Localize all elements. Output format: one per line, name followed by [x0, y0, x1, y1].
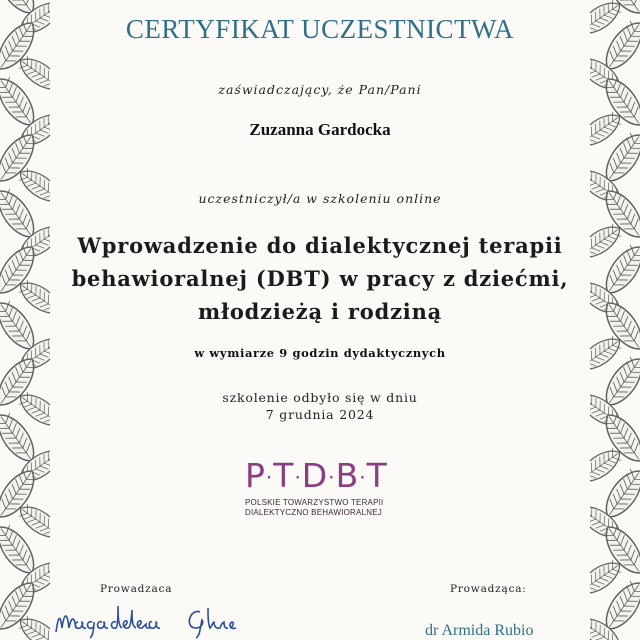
participant-name: Zuzanna Gardocka	[249, 120, 391, 139]
hours-text: w wymiarze 9 godzin dydaktycznych	[194, 346, 446, 360]
leader-right-name: dr Armida Rubio	[425, 622, 534, 639]
logo-subtitle-line: DIALEKTYCZNO BEHAWIORALNEJ	[245, 507, 382, 517]
attended-text: uczestniczył/a w szkoleniu online	[198, 191, 442, 206]
certificate-body	[50, 0, 590, 640]
decorative-leaf-border-left	[0, 0, 50, 640]
training-date: 7 grudnia 2024	[265, 407, 375, 422]
held-text: szkolenie odbyło się w dniu	[222, 390, 418, 405]
logo-subtitle-line: POLSKIE TOWARZYSTWO TERAPII	[245, 497, 384, 507]
leader-left-label: Prowadzaca	[100, 583, 173, 595]
handwritten-signature	[50, 598, 300, 640]
intro-text: zaświadczający, że Pan/Pani	[218, 82, 422, 97]
ptdbt-logo	[245, 458, 405, 518]
course-title-line: młodzieżą i rodziną	[197, 299, 443, 324]
leader-right-label: Prowadząca:	[450, 583, 527, 595]
course-title-line: Wprowadzenie do dialektycznej terapii	[77, 233, 563, 258]
course-title-line: behawioralnej (DBT) w pracy z dziećmi,	[71, 266, 569, 291]
course-title	[50, 229, 590, 328]
logo-mark: P·T·D·B·T	[245, 456, 388, 495]
held-info	[50, 389, 590, 423]
certificate-title: CERTYFIKAT UCZESTNICTWA	[125, 14, 515, 44]
logo-subtitle	[245, 498, 405, 518]
decorative-leaf-border-right	[590, 0, 640, 640]
